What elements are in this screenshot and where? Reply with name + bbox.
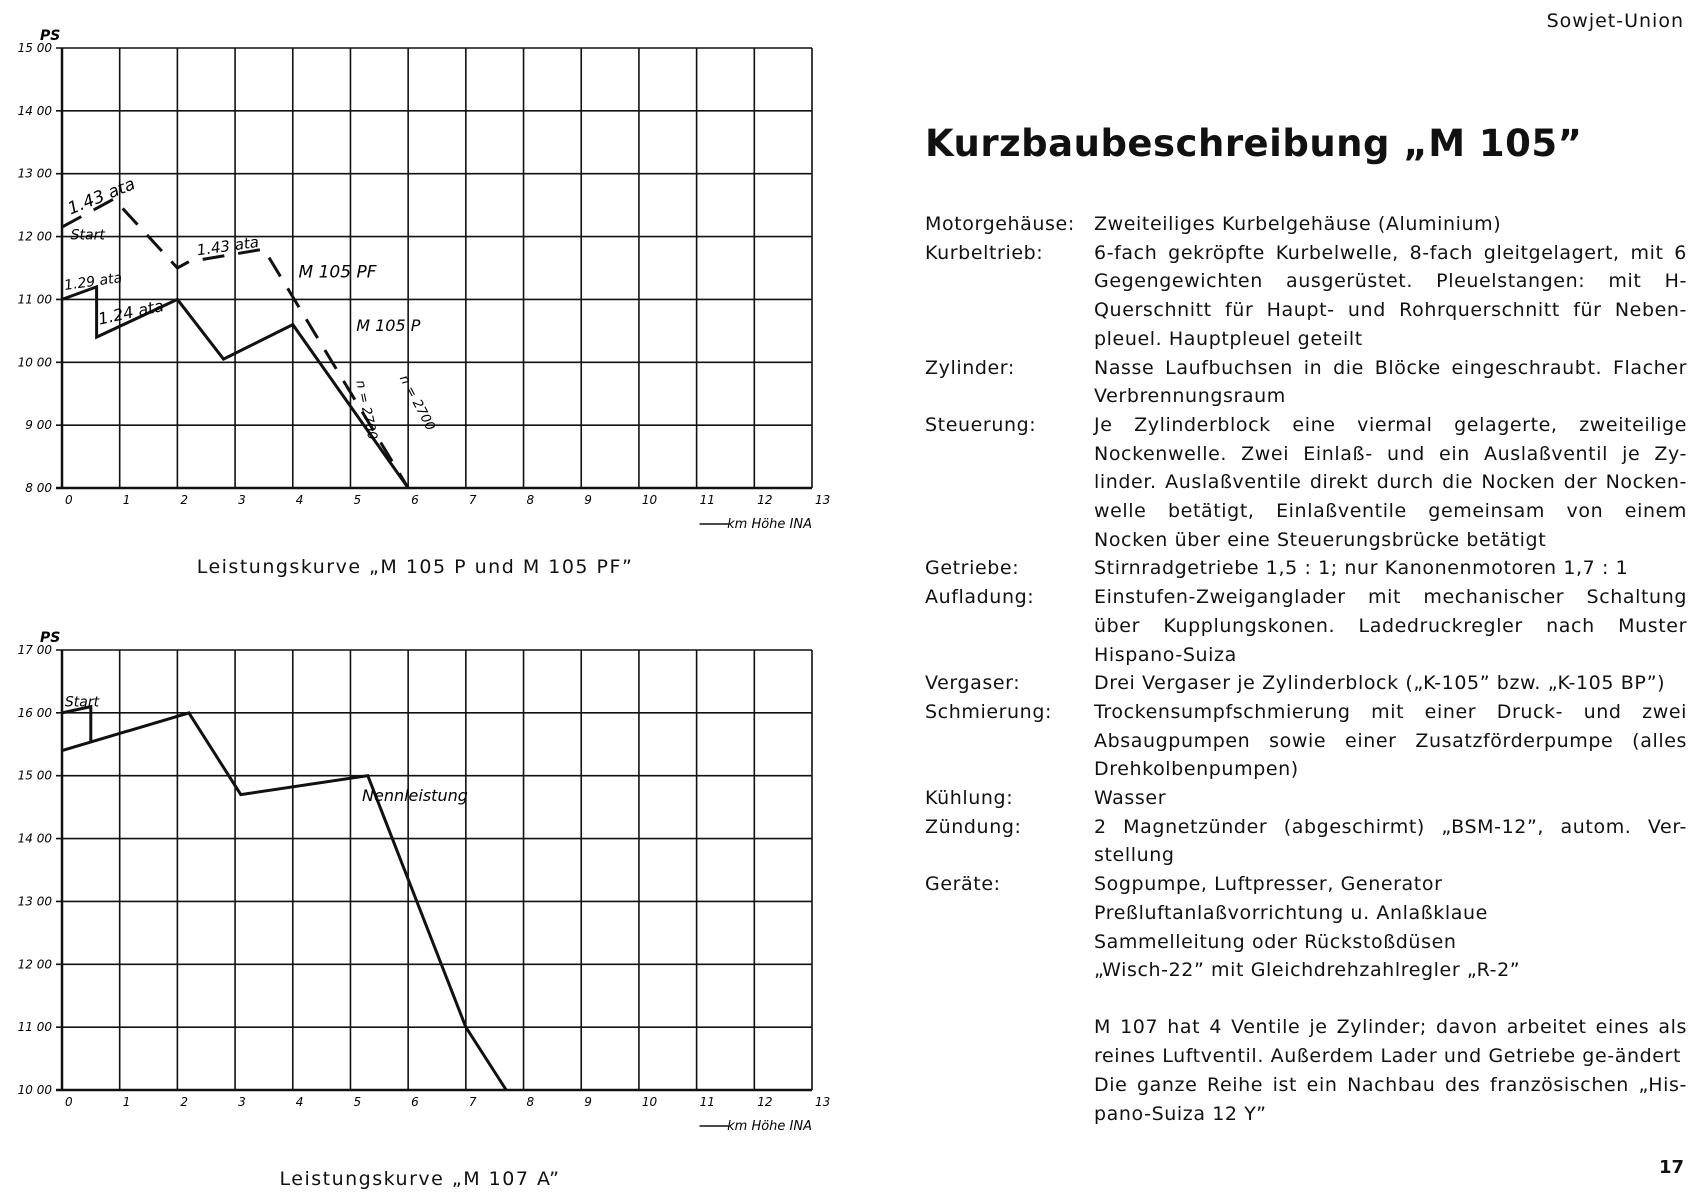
y-axis-label: PS bbox=[40, 28, 61, 44]
spec-row bbox=[925, 239, 1687, 354]
spec-label: Vergaser: bbox=[925, 672, 1021, 695]
spec-label: Getriebe: bbox=[925, 557, 1020, 580]
spec-value-line: Drei Vergaser je Zylinderblock („K-105” bzw. „K-105 BP”) bbox=[1094, 672, 1666, 695]
page-number: 17 bbox=[1658, 1157, 1684, 1178]
x-tick-label: 5 bbox=[353, 493, 362, 507]
y-tick-label: 11 00 bbox=[17, 292, 52, 307]
spec-row bbox=[925, 669, 1687, 698]
chart1-caption: Leistungskurve „M 105 P und M 105 PF” bbox=[196, 556, 634, 578]
spec-value bbox=[1094, 813, 1687, 870]
series-line-start bbox=[62, 707, 91, 742]
spec-value-line: Stirnradgetriebe 1,5 : 1; nur Kanonenmotoren 1,7 : 1 bbox=[1094, 557, 1629, 580]
spec-row bbox=[925, 354, 1687, 411]
x-tick-label: 6 bbox=[411, 493, 419, 507]
spec-row bbox=[925, 813, 1687, 870]
x-tick-label: 2 bbox=[180, 493, 189, 507]
x-tick-label: 10 bbox=[641, 493, 658, 507]
x-axis-label: km Höhe INA bbox=[727, 517, 812, 532]
power-curve-chart-m105 bbox=[0, 18, 840, 548]
chart-annotation: 1.43 ata bbox=[65, 174, 139, 220]
x-tick-label: 4 bbox=[295, 1095, 304, 1109]
note-paragraph: Die ganze Reihe ist ein Nachbau des französischen „His-pano-Suiza 12 Y” bbox=[1094, 1074, 1687, 1125]
y-tick-label: 10 00 bbox=[17, 1083, 52, 1097]
power-curve-chart-m107 bbox=[0, 620, 840, 1150]
x-tick-label: 3 bbox=[238, 493, 246, 507]
chart-annotation: Nennleistung bbox=[362, 785, 468, 805]
spec-value-line: „Wisch-22” mit Gleichdrehzahlregler „R-2” bbox=[1094, 959, 1521, 982]
spec-row bbox=[925, 698, 1687, 784]
x-tick-label: 10 bbox=[641, 1095, 658, 1109]
x-tick-label: 0 bbox=[65, 1095, 73, 1109]
spec-value-line: Trockensumpfschmierung mit einer Druck- und zwei Absaugpumpen sowie einer Zusatzförderpumpe (alles Drehkolbenpumpen) bbox=[1094, 700, 1687, 781]
spec-value bbox=[1094, 554, 1687, 583]
spec-row bbox=[925, 784, 1687, 813]
y-tick-label: 14 00 bbox=[17, 831, 52, 846]
spec-value-line: 2 Magnetzünder (abgeschirmt) „BSM-12”, autom. Ver-stellung bbox=[1094, 815, 1687, 867]
page-title: Kurzbaubeschreibung „M 105” bbox=[925, 122, 1583, 165]
y-tick-label: 8 00 bbox=[25, 481, 52, 495]
chart-annotation: 1.43 ata bbox=[195, 232, 260, 260]
spec-row bbox=[925, 210, 1687, 239]
spec-label: Kühlung: bbox=[925, 787, 1014, 810]
x-tick-label: 0 bbox=[65, 493, 73, 507]
y-tick-label: 15 00 bbox=[17, 41, 52, 55]
x-tick-label: 12 bbox=[757, 1095, 773, 1109]
spec-value bbox=[1094, 870, 1687, 985]
x-tick-label: 7 bbox=[468, 493, 477, 507]
spec-value bbox=[1094, 784, 1687, 813]
chart-annotation: Start bbox=[64, 694, 100, 711]
note-paragraph: M 107 hat 4 Ventile je Zylinder; davon arbeitet eines als reines Luftventil. Außerdem Lader und Getriebe ge-ändert bbox=[1094, 1016, 1687, 1067]
chart-annotation: Start bbox=[70, 227, 105, 244]
y-tick-label: 13 00 bbox=[17, 894, 52, 909]
spec-value-line: Sogpumpe, Luftpresser, Generator bbox=[1094, 873, 1443, 896]
y-tick-label: 12 00 bbox=[17, 229, 52, 244]
x-tick-label: 2 bbox=[180, 1095, 189, 1109]
x-tick-label: 3 bbox=[238, 1095, 246, 1109]
spec-list bbox=[925, 210, 1687, 985]
y-tick-label: 15 00 bbox=[17, 768, 52, 783]
spec-value-line: Nasse Laufbuchsen in die Blöcke eingeschraubt. Flacher Verbrennungsraum bbox=[1094, 356, 1687, 408]
spec-value bbox=[1094, 698, 1687, 784]
spec-label: Steuerung: bbox=[925, 413, 1037, 436]
country-header: Sowjet-Union bbox=[1546, 10, 1684, 32]
x-tick-label: 1 bbox=[122, 493, 131, 507]
x-tick-label: 6 bbox=[411, 1095, 419, 1109]
y-axis-label: PS bbox=[40, 630, 61, 646]
chart-annotation: n = 2700 bbox=[352, 378, 380, 442]
y-tick-label: 11 00 bbox=[17, 1020, 52, 1035]
y-tick-label: 16 00 bbox=[17, 705, 52, 720]
x-tick-label: 4 bbox=[295, 493, 304, 507]
chart2-caption: Leistungskurve „M 107 A” bbox=[279, 1168, 561, 1190]
spec-label: Aufladung: bbox=[925, 586, 1035, 609]
spec-value-line: 6-fach gekröpfte Kurbelwelle, 8-fach gleitgelagert, mit 6 Gegengewichten ausgerüstet. Pleuelstangen: mit H-Querschnitt für Haupt- und Rohrquerschnitt für Neben-pleuel. Hauptpleuel geteilt bbox=[1094, 241, 1687, 350]
spec-value bbox=[1094, 354, 1687, 411]
spec-row bbox=[925, 583, 1687, 669]
x-tick-label: 12 bbox=[757, 493, 773, 507]
spec-value bbox=[1094, 583, 1687, 669]
notes bbox=[1094, 1013, 1687, 1129]
spec-value-line: Wasser bbox=[1094, 787, 1167, 810]
spec-value bbox=[1094, 669, 1687, 698]
y-tick-label: 14 00 bbox=[17, 103, 52, 118]
y-tick-label: 9 00 bbox=[25, 418, 52, 433]
spec-label: Geräte: bbox=[925, 873, 1001, 896]
x-tick-label: 9 bbox=[584, 1095, 592, 1109]
spec-label: Schmierung: bbox=[925, 700, 1052, 723]
chart-annotation: M 105 P bbox=[356, 315, 421, 335]
spec-value-line: Zweiteiliges Kurbelgehäuse (Aluminium) bbox=[1094, 213, 1502, 235]
x-tick-label: 11 bbox=[699, 493, 715, 507]
x-tick-label: 13 bbox=[815, 1095, 831, 1109]
chart-annotation: M 105 PF bbox=[298, 262, 377, 283]
x-tick-label: 1 bbox=[122, 1095, 131, 1109]
spec-label: Kurbeltrieb: bbox=[925, 241, 1044, 264]
chart-annotation: 1.24 ata bbox=[96, 296, 166, 329]
chart-annotation: 1.29 ata bbox=[63, 270, 124, 294]
spec-label: Motorgehäuse: bbox=[925, 213, 1075, 235]
spec-value bbox=[1094, 411, 1687, 555]
spec-row bbox=[925, 411, 1687, 555]
spec-value bbox=[1094, 210, 1687, 239]
x-axis-label: km Höhe INA bbox=[727, 1119, 812, 1134]
x-tick-label: 7 bbox=[468, 1095, 477, 1109]
x-tick-label: 5 bbox=[353, 1095, 362, 1109]
x-tick-label: 9 bbox=[584, 493, 592, 507]
spec-value-line: Je Zylinderblock eine viermal gelagerte, zweiteilige Nockenwelle. Zwei Einlaß- und ein Auslaßventil je Zy-linder. Auslaßventile direkt durch die Nocken der Nocken-welle betätigt, Einlaßventile gemeinsam von einem Nocken über eine Steuerungsbrücke betätigt bbox=[1094, 413, 1687, 551]
spec-label: Zylinder: bbox=[925, 356, 1015, 379]
x-tick-label: 8 bbox=[526, 493, 535, 507]
chart-annotation: n = 2700 bbox=[395, 372, 438, 434]
y-tick-label: 12 00 bbox=[17, 957, 52, 972]
y-tick-label: 13 00 bbox=[17, 166, 52, 181]
spec-value-line: Sammelleitung oder Rückstoßdüsen bbox=[1094, 930, 1457, 953]
x-tick-label: 8 bbox=[526, 1095, 535, 1109]
spec-row bbox=[925, 554, 1687, 583]
y-tick-label: 10 00 bbox=[17, 355, 52, 370]
spec-value-line: Preßluftanlaßvorrichtung u. Anlaßklaue bbox=[1094, 901, 1488, 924]
x-tick-label: 13 bbox=[815, 493, 831, 507]
x-tick-label: 11 bbox=[699, 1095, 715, 1109]
y-tick-label: 17 00 bbox=[17, 643, 52, 657]
spec-row bbox=[925, 870, 1687, 985]
spec-value bbox=[1094, 239, 1687, 354]
spec-value-line: Einstufen-Zweiganglader mit mechanischer Schaltung über Kupplungskonen. Ladedruckregler nach Muster Hispano-Suiza bbox=[1094, 586, 1687, 666]
spec-label: Zündung: bbox=[925, 815, 1022, 838]
